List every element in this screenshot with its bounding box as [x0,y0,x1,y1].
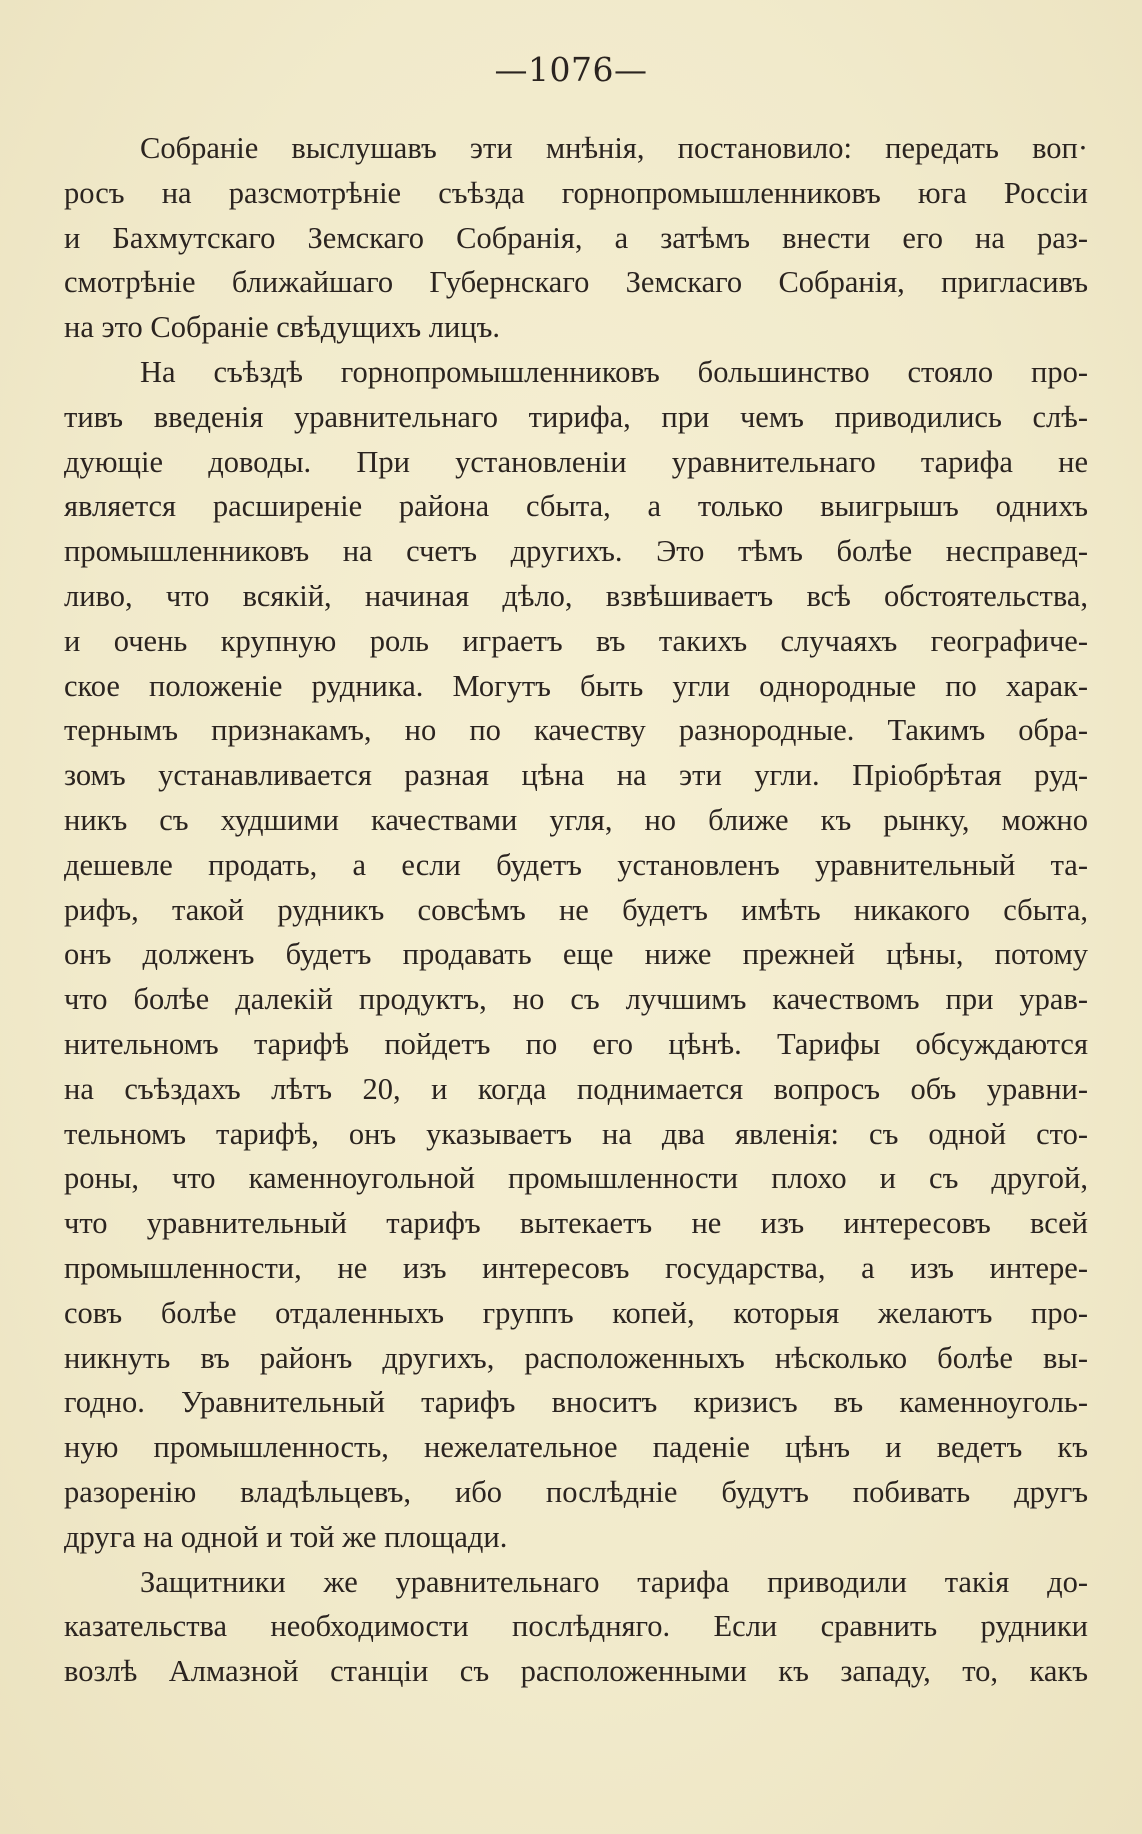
text-line: ливо, что всякій, начиная дѣло, взвѣшиваетъ всѣ обстоятельства, [64,578,1088,613]
text-line: ское положеніе рудника. Могутъ быть угли однородные по харак- [64,668,1088,703]
text-line: возлѣ Алмазной станціи съ расположенными къ западу, то, какъ [64,1654,1088,1689]
text-line: Защитники же уравнительнаго тарифа приводили такія до- [140,1564,1088,1599]
text-line: тивъ введенія уравнительнаго тирифа, при чемъ приводились слѣ- [64,399,1088,434]
paragraph-1 [64,126,1088,350]
text-line: на съѣздахъ лѣтъ 20, и когда поднимается вопросъ объ уравни- [64,1071,1088,1106]
text-line: казательства необходимости послѣдняго. Если сравнить рудники [64,1609,1088,1644]
text-line: На съѣздѣ горнопромышленниковъ большинство стояло про- [140,354,1088,389]
text-line: что болѣе далекій продуктъ, но съ лучшимъ качествомъ при урав- [64,982,1088,1017]
text-line: совъ болѣе отдаленныхъ группъ копей, которыя желаютъ про- [64,1295,1088,1330]
paragraph-2 [64,350,1088,1560]
text-line: рифъ, такой рудникъ совсѣмъ не будетъ имѣть никакого сбыта, [64,892,1088,927]
text-line: промышленности, не изъ интересовъ государства, а изъ интере- [64,1250,1088,1285]
text-line: росъ на разсмотрѣніе съѣзда горнопромышленниковъ юга Россіи [64,175,1088,210]
text-line: тернымъ признакамъ, но по качеству разнородные. Такимъ обра- [64,713,1088,748]
text-line: тельномъ тарифѣ, онъ указываетъ на два явленія: съ одной сто- [64,1116,1088,1151]
text-line: и Бахмутскаго Земскаго Собранія, а затѣмъ внести его на раз- [64,220,1088,255]
text-line: что уравнительный тарифъ вытекаетъ не изъ интересовъ всей [64,1206,1088,1241]
text-line: смотрѣніе ближайшаго Губернскаго Земскаго Собранія, пригласивъ [64,265,1088,300]
body-text [64,126,1088,1694]
text-line: Собраніе выслушавъ эти мнѣнія, постановило: передать воп· [140,131,1088,165]
text-line: никъ съ худшими качествами угля, но ближе къ рынку, можно [64,802,1088,837]
paragraph-3 [64,1560,1088,1694]
text-line: роны, что каменноугольной промышленности плохо и съ другой, [64,1161,1088,1196]
text-line: на это Собраніе свѣдущихъ лицъ. [64,310,501,345]
text-line: и очень крупную роль играетъ въ такихъ случаяхъ географиче- [64,623,1088,658]
text-line: онъ долженъ будетъ продавать еще ниже прежней цѣны, потому [64,937,1088,972]
text-line: дешевле продать, а если будетъ установленъ уравнительный та- [64,847,1088,882]
page-number: —1076— [494,50,648,89]
text-line: дующіе доводы. При установленіи уравнительнаго тарифа не [64,444,1088,479]
text-line: промышленниковъ на счетъ другихъ. Это тѣмъ болѣе несправед- [64,534,1088,569]
text-line: является расширеніе района сбыта, а только выигрышъ однихъ [64,489,1088,524]
text-line: зомъ устанавливается разная цѣна на эти угли. Пріобрѣтая руд- [64,758,1088,793]
text-line: годно. Уравнительный тарифъ вноситъ кризисъ въ каменноуголь- [64,1385,1088,1420]
text-line: ную промышленность, нежелательное паденіе цѣнъ и ведетъ къ [64,1430,1088,1465]
text-line: нительномъ тарифѣ пойдетъ по его цѣнѣ. Тарифы обсуждаются [64,1026,1088,1061]
text-line: друга на одной и той же площади. [64,1519,508,1554]
text-line: разоренію владѣльцевъ, ибо послѣдніе будутъ побивать другъ [64,1474,1088,1509]
text-line: никнуть въ районъ другихъ, расположенныхъ нѣсколько болѣе вы- [64,1340,1088,1375]
